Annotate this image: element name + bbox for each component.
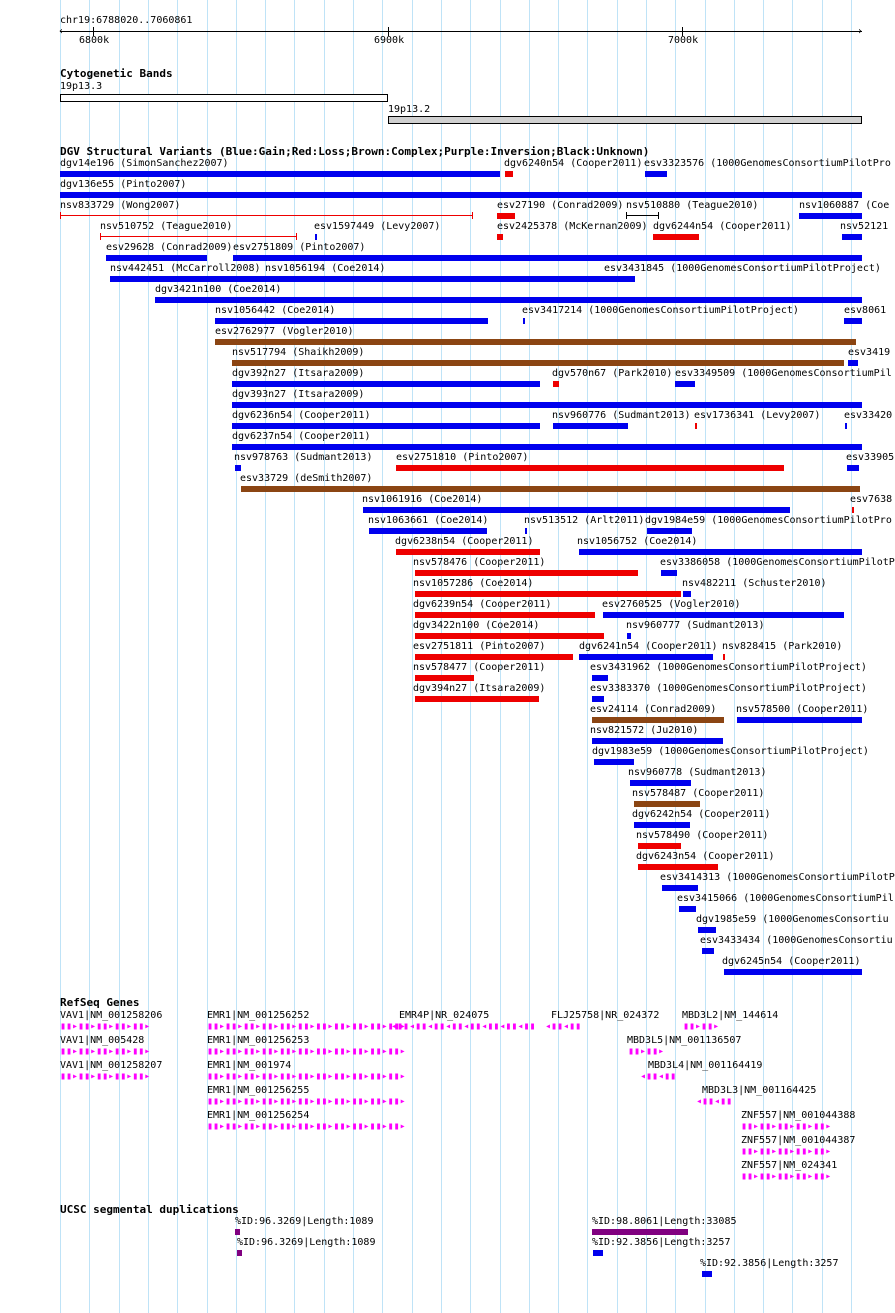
variant-bar [505, 171, 513, 177]
variant-bar [724, 969, 862, 975]
variant-label: esv33420 [844, 410, 893, 421]
segdup-label: %ID:96.3269|Length:1089 [235, 1216, 374, 1227]
variant-label: dgv6245n54 (Cooper2011) [722, 956, 861, 967]
variant-bar [241, 486, 860, 492]
segdup-bar [592, 1229, 688, 1235]
gene-label: VAV1|NM_005428 [60, 1035, 145, 1046]
variant-bar [634, 801, 700, 807]
variant-label: nsv1056442 (Coe2014) [215, 305, 336, 316]
variant-label: dgv3422n100 (Coe2014) [413, 620, 540, 631]
variant-label: esv24114 (Conrad2009) [590, 704, 717, 715]
gene-label: ZNF557|NM_024341 [741, 1160, 838, 1171]
variant-label: dgv6236n54 (Cooper2011) [232, 410, 371, 421]
variant-span [60, 215, 472, 216]
variant-label: esv3417214 (1000GenomesConsortiumPilotProject) [522, 305, 799, 316]
variant-label: nsv578500 (Cooper2011) [736, 704, 869, 715]
variant-bar [553, 423, 628, 429]
variant-bar [60, 171, 500, 177]
refseq-track-title: RefSeq Genes [60, 996, 140, 1009]
variant-bar [232, 402, 862, 408]
gene-label: VAV1|NM_001258207 [60, 1060, 163, 1071]
segdup-label: %ID:92.3856|Length:3257 [592, 1237, 731, 1248]
variant-label: esv2751809 (Pinto2007) [233, 242, 366, 253]
gene-model: ▮▮▸▮▮▸▮▮▸▮▮▸▮▮▸▮▮▸▮▮▸▮▮▸▮▮▸▮▮▸▮▮▸ [207, 1096, 406, 1107]
variant-bar [106, 255, 207, 261]
variant-label: dgv1985e59 (1000GenomesConsortiu [696, 914, 889, 925]
variant-bar [603, 612, 844, 618]
variant-bar [553, 381, 559, 387]
gene-model: ▮▮▸▮▮▸▮▮▸▮▮▸▮▮▸ [741, 1171, 832, 1182]
gene-model: ▮▮▸▮▮▸ [628, 1046, 665, 1057]
variant-span [626, 215, 658, 216]
variant-bar [592, 696, 604, 702]
gene-label: FLJ25758|NR_024372 [551, 1010, 660, 1021]
gene-label: MBD3L5|NM_001136507 [627, 1035, 742, 1046]
variant-bar [638, 843, 681, 849]
variant-label: dgv6243n54 (Cooper2011) [636, 851, 775, 862]
variant-bar [363, 507, 790, 513]
variant-bar [497, 213, 515, 219]
variant-label: dgv6242n54 (Cooper2011) [632, 809, 771, 820]
gene-model: ▮▮▸▮▮▸▮▮▸▮▮▸▮▮▸ [741, 1146, 832, 1157]
gene-model: ◂▮▮◂▮▮ [696, 1096, 733, 1107]
variant-label: esv3386058 (1000GenomesConsortiumPilotP [660, 557, 895, 568]
variant-end [100, 233, 101, 240]
variant-label: nsv510880 (Teague2010) [626, 200, 759, 211]
gene-model: ◂▮▮◂▮▮ [545, 1021, 582, 1032]
variant-bar [630, 780, 691, 786]
variant-label: nsv1057286 (Coe2014) [413, 578, 534, 589]
gene-label: EMR1|NM_001256253 [207, 1035, 310, 1046]
ruler-left-arrow: ‹ [58, 26, 65, 37]
variant-label: dgv393n27 (Itsara2009) [232, 389, 365, 400]
variant-label: nsv960776 (Sudmant2013) [552, 410, 691, 421]
variant-bar [852, 507, 854, 513]
variant-end [472, 212, 473, 219]
variant-bar [653, 234, 699, 240]
gene-model: ▮▮▸▮▮▸▮▮▸▮▮▸▮▮▸▮▮▸▮▮▸▮▮▸▮▮▸▮▮▸▮▮▸ [207, 1071, 406, 1082]
gene-model: ▮▮▸▮▮▸▮▮▸▮▮▸▮▮▸ [741, 1121, 832, 1132]
variant-label: nsv821572 (Ju2010) [590, 725, 699, 736]
gene-label: ZNF557|NM_001044388 [741, 1110, 856, 1121]
segdup-track-title: UCSC segmental duplications [60, 1203, 239, 1216]
variant-label: nsv960777 (Sudmant2013) [626, 620, 765, 631]
variant-bar [232, 444, 862, 450]
variant-label: nsv833729 (Wong2007) [60, 200, 181, 211]
variant-bar [683, 591, 691, 597]
gene-label: MBD3L4|NM_001164419 [648, 1060, 763, 1071]
cytoband-band [60, 94, 388, 102]
variant-bar [232, 360, 844, 366]
variant-label: dgv1984e59 (1000GenomesConsortiumPilotPro [645, 515, 892, 526]
variant-bar [525, 528, 527, 534]
variant-bar [844, 318, 862, 324]
variant-label: esv2751811 (Pinto2007) [413, 641, 546, 652]
gene-model: ◂▮▮◂▮▮◂▮▮◂▮▮◂▮▮◂▮▮◂▮▮◂▮▮ [391, 1021, 536, 1032]
dgv-track-title: DGV Structural Variants (Blue:Gain;Red:Loss;Brown:Complex;Purple:Inversion;Black:Unknown) [60, 145, 650, 158]
variant-label: nsv510752 (Teague2010) [100, 221, 233, 232]
variant-label: dgv570n67 (Park2010) [552, 368, 673, 379]
gene-label: EMR1|NM_001974 [207, 1060, 292, 1071]
variant-bar [723, 654, 725, 660]
variant-label: esv1597449 (Levy2007) [314, 221, 441, 232]
variant-bar [698, 927, 716, 933]
variant-bar [638, 864, 718, 870]
variant-bar [232, 423, 540, 429]
variant-label: esv3383370 (1000GenomesConsortiumPilotProject) [590, 683, 867, 694]
variant-label: esv3433434 (1000GenomesConsortiu [700, 935, 893, 946]
gene-label: EMR4P|NR_024075 [399, 1010, 490, 1021]
variant-label: nsv1056194 (Coe2014) [265, 263, 386, 274]
ruler-tick-label: 6900k [374, 35, 405, 46]
ruler-tick-label: 7000k [668, 35, 699, 46]
segdup-bar [702, 1271, 712, 1277]
variant-label: dgv1983e59 (1000GenomesConsortiumPilotProject) [592, 746, 869, 757]
gene-model: ▮▮▸▮▮▸ [683, 1021, 720, 1032]
variant-label: esv2425378 (McKernan2009) [497, 221, 648, 232]
variant-end [296, 233, 297, 240]
variant-label: esv3419 [848, 347, 891, 358]
variant-label: esv27190 (Conrad2009) [497, 200, 624, 211]
variant-bar [679, 906, 696, 912]
variant-bar [695, 423, 697, 429]
variant-bar [702, 948, 714, 954]
variant-label: esv3415066 (1000GenomesConsortiumPil [677, 893, 894, 904]
variant-label: nsv517794 (Shaikh2009) [232, 347, 365, 358]
variant-label: nsv578490 (Cooper2011) [636, 830, 769, 841]
variant-label: nsv960778 (Sudmant2013) [628, 767, 767, 778]
variant-label: nsv52121 [840, 221, 889, 232]
variant-label: dgv6239n54 (Cooper2011) [413, 599, 552, 610]
variant-label: esv33729 (deSmith2007) [240, 473, 373, 484]
variant-bar [396, 465, 784, 471]
variant-bar [415, 654, 573, 660]
variant-label: dgv6238n54 (Cooper2011) [395, 536, 534, 547]
variant-label: esv8061 [844, 305, 887, 316]
variant-label: nsv578476 (Cooper2011) [413, 557, 546, 568]
variant-bar [579, 654, 713, 660]
ruler-tick-label: 6800k [79, 35, 110, 46]
variant-bar [675, 381, 695, 387]
variant-bar [110, 276, 265, 282]
variant-label: esv3349509 (1000GenomesConsortiumPil [675, 368, 892, 379]
variant-bar [315, 234, 317, 240]
variant-label: nsv578487 (Cooper2011) [632, 788, 765, 799]
variant-bar [60, 192, 862, 198]
variant-label: nsv1060887 (Coe [799, 200, 890, 211]
variant-bar [415, 591, 681, 597]
gene-model: ▮▮▸▮▮▸▮▮▸▮▮▸▮▮▸ [60, 1046, 151, 1057]
variant-bar [155, 297, 862, 303]
gene-model: ▮▮▸▮▮▸▮▮▸▮▮▸▮▮▸ [60, 1021, 151, 1032]
variant-label: dgv394n27 (Itsara2009) [413, 683, 546, 694]
variant-label: nsv513512 (Arlt2011) [524, 515, 645, 526]
variant-label: dgv6237n54 (Cooper2011) [232, 431, 371, 442]
variant-bar [737, 717, 862, 723]
variant-label: esv3431845 (1000GenomesConsortiumPilotProject) [604, 263, 881, 274]
variant-label: nsv482211 (Schuster2010) [682, 578, 827, 589]
cytoband-band [388, 116, 862, 124]
variant-bar [232, 381, 540, 387]
variant-bar [842, 234, 862, 240]
gene-label: EMR1|NM_001256255 [207, 1085, 310, 1096]
variant-label: nsv1056752 (Coe2014) [577, 536, 698, 547]
ruler-right-arrow: › [857, 26, 864, 37]
variant-label: esv3323576 (1000GenomesConsortiumPilotPro [644, 158, 891, 169]
gene-model: ▮▮▸▮▮▸▮▮▸▮▮▸▮▮▸▮▮▸▮▮▸▮▮▸▮▮▸▮▮▸▮▮▸ [207, 1121, 406, 1132]
cytoband-label: 19p13.3 [60, 81, 103, 92]
variant-bar [396, 549, 540, 555]
gene-model: ▮▮▸▮▮▸▮▮▸▮▮▸▮▮▸▮▮▸▮▮▸▮▮▸▮▮▸▮▮▸▮▮▸ [207, 1046, 406, 1057]
segdup-bar [593, 1250, 603, 1256]
gene-model: ▮▮▸▮▮▸▮▮▸▮▮▸▮▮▸ [60, 1071, 151, 1082]
variant-bar [662, 885, 698, 891]
variant-bar [415, 570, 638, 576]
gene-label: VAV1|NM_001258206 [60, 1010, 163, 1021]
variant-label: esv1736341 (Levy2007) [694, 410, 821, 421]
variant-label: esv2760525 (Vogler2010) [602, 599, 741, 610]
variant-bar [592, 738, 723, 744]
variant-label: nsv1061916 (Coe2014) [362, 494, 483, 505]
variant-bar [369, 528, 487, 534]
variant-bar [627, 633, 631, 639]
variant-bar [415, 696, 539, 702]
segdup-bar [237, 1250, 242, 1256]
variant-bar [233, 255, 862, 261]
variant-end [60, 212, 61, 219]
variant-label: nsv578477 (Cooper2011) [413, 662, 546, 673]
variant-bar [634, 822, 690, 828]
variant-label: esv3431962 (1000GenomesConsortiumPilotProject) [590, 662, 867, 673]
ruler-axis [60, 31, 862, 32]
variant-bar [799, 213, 862, 219]
ruler-region-label: chr19:6788020..7060861 [60, 15, 193, 26]
variant-end [626, 212, 627, 219]
variant-bar [265, 276, 605, 282]
variant-label: esv33905 [846, 452, 895, 463]
gene-label: EMR1|NM_001256252 [207, 1010, 310, 1021]
variant-bar [215, 318, 488, 324]
variant-label: nsv978763 (Sudmant2013) [234, 452, 373, 463]
variant-label: esv2751810 (Pinto2007) [396, 452, 529, 463]
gene-model: ▮▮▸▮▮▸▮▮▸▮▮▸▮▮▸▮▮▸▮▮▸▮▮▸▮▮▸▮▮▸▮▮▸ [207, 1021, 406, 1032]
variant-label: esv2762977 (Vogler2010) [215, 326, 354, 337]
variant-label: esv29628 (Conrad2009) [106, 242, 233, 253]
variant-label: dgv136e55 (Pinto2007) [60, 179, 187, 190]
gene-model: ◂▮▮◂▮▮ [640, 1071, 677, 1082]
segdup-bar [235, 1229, 240, 1235]
variant-label: nsv442451 (McCarroll2008) [110, 263, 261, 274]
gene-label: ZNF557|NM_001044387 [741, 1135, 856, 1146]
variant-bar [848, 360, 858, 366]
segdup-label: %ID:98.8061|Length:33085 [592, 1216, 737, 1227]
variant-span [100, 236, 296, 237]
variant-bar [594, 759, 634, 765]
variant-bar [579, 549, 862, 555]
segdup-label: %ID:92.3856|Length:3257 [700, 1258, 839, 1269]
variant-bar [592, 675, 608, 681]
variant-label: dgv14e196 (SimonSanchez2007) [60, 158, 229, 169]
variant-label: nsv828415 (Park2010) [722, 641, 843, 652]
variant-label: dgv6241n54 (Cooper2011) [579, 641, 718, 652]
variant-bar [415, 633, 604, 639]
variant-bar [661, 570, 677, 576]
variant-bar [415, 612, 595, 618]
variant-label: esv7638 [850, 494, 893, 505]
variant-bar [215, 339, 856, 345]
variant-bar [847, 465, 859, 471]
cytoband-label: 19p13.2 [388, 104, 431, 115]
variant-label: nsv1063661 (Coe2014) [368, 515, 489, 526]
variant-bar [235, 465, 241, 471]
variant-bar [647, 528, 692, 534]
variant-bar [592, 717, 724, 723]
variant-label: dgv3421n100 (Coe2014) [155, 284, 282, 295]
variant-label: dgv6240n54 (Cooper2011) [504, 158, 643, 169]
segdup-label: %ID:96.3269|Length:1089 [237, 1237, 376, 1248]
variant-label: dgv392n27 (Itsara2009) [232, 368, 365, 379]
variant-end [658, 212, 659, 219]
variant-bar [523, 318, 525, 324]
variant-label: dgv6244n54 (Cooper2011) [653, 221, 792, 232]
gene-label: EMR1|NM_001256254 [207, 1110, 310, 1121]
variant-bar [845, 423, 847, 429]
cytoband-track-title: Cytogenetic Bands [60, 67, 173, 80]
variant-bar [415, 675, 474, 681]
variant-bar [645, 171, 667, 177]
gene-label: MBD3L2|NM_144614 [682, 1010, 779, 1021]
variant-label: esv3414313 (1000GenomesConsortiumPilotP [660, 872, 895, 883]
gene-label: MBD3L3|NM_001164425 [702, 1085, 817, 1096]
variant-bar [497, 234, 503, 240]
variant-bar [605, 276, 635, 282]
